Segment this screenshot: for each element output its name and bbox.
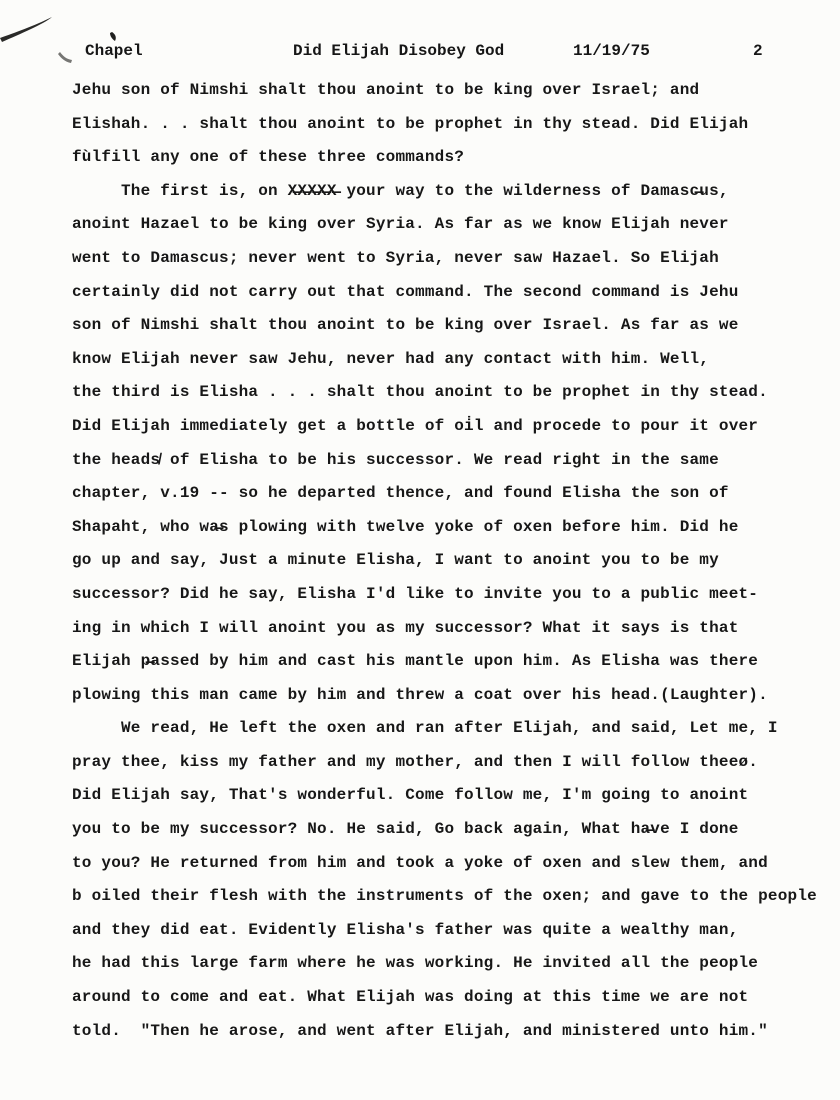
text-line: The first is, on X̶X̶X̶X̶X̶ your way to the wilderness of Damasc̶us, xyxy=(72,181,729,200)
text-line: told. "Then he arose, and went after Elijah, and ministered unto him." xyxy=(72,1021,768,1040)
text-line: know Elijah never saw Jehu, never had any contact with him. Well, xyxy=(72,349,710,368)
text-line: he had this large farm where he was working. He invited all the people xyxy=(72,954,759,973)
text-line: you to be my successor? No. He said, Go back again, What ha̶ve I done xyxy=(72,820,739,839)
text-line: the heads̸ of Elisha to be his successor. We read right in the same xyxy=(72,450,719,469)
text-line: go up and say, Just a minute Elisha, I want to anoint you to be my xyxy=(72,551,719,570)
text-line: Elijah p̶assed by him and cast his mantle upon him. As Elisha was there xyxy=(72,652,759,671)
header-date: 11/19/75 xyxy=(573,42,650,60)
text-line: Elishah. . . shalt thou anoint to be prophet in thy stead. Did Elijah xyxy=(72,114,749,133)
text-line: Shapaht, who wa̶s plowing with twelve yoke of oxen before him. Did he xyxy=(72,517,739,536)
text-line: Jehu son of Nimshi shalt thou anoint to be king over Israel; and xyxy=(72,81,700,99)
page-header xyxy=(0,42,840,64)
text-line: Did Elijah immediately get a bottle of oi̇l and procede to pour it over xyxy=(72,416,759,435)
text-line: plowing this man came by him and threw a coat over his head.(Laughter). xyxy=(72,685,768,704)
text-line: the third is Elisha . . . shalt thou anoint to be prophet in thy stead. xyxy=(72,383,768,402)
text-line: fùlfill any one of these three commands? xyxy=(72,148,465,167)
document-body xyxy=(72,74,832,1048)
text-line: anoint Hazael to be king over Syria. As far as we know Elijah never xyxy=(72,215,729,234)
text-line: went to Damascus; never went to Syria, never saw Hazael. So Elijah xyxy=(72,248,719,267)
text-line: We read, He left the oxen and ran after Elijah, and said, Let me, I xyxy=(72,719,778,738)
text-line: ing in which I will anoint you as my successor? What it says is that xyxy=(72,618,739,637)
text-line: certainly did not carry out that command. The second command is Jehu xyxy=(72,282,739,301)
text-line: and they did eat. Evidently Elisha's father was quite a wealthy man, xyxy=(72,920,739,939)
header-location: Chapel xyxy=(85,42,143,60)
text-line: chapter, v.19 -- so he departed thence, and found Elisha the son of xyxy=(72,484,729,503)
text-line: b oiled their flesh with the instruments of the oxen; and gave to the people xyxy=(72,887,817,906)
text-line: around to come and eat. What Elijah was doing at this time we are not xyxy=(72,988,749,1007)
text-line: son of Nimshi shalt thou anoint to be king over Israel. As far as we xyxy=(72,316,739,335)
header-title: Did Elijah Disobey God xyxy=(293,42,505,60)
header-page-number: 2 xyxy=(753,42,763,60)
text-line: to you? He returned from him and took a yoke of oxen and slew them, and xyxy=(72,853,768,872)
text-line: successor? Did he say, Elisha I'd like to invite you to a public meet- xyxy=(72,584,759,603)
text-line: Did Elijah say, That's wonderful. Come follow me, I'm going to anoint xyxy=(72,786,749,805)
text-line: pray thee, kiss my father and my mother, and then I will follow theeø. xyxy=(72,752,759,771)
